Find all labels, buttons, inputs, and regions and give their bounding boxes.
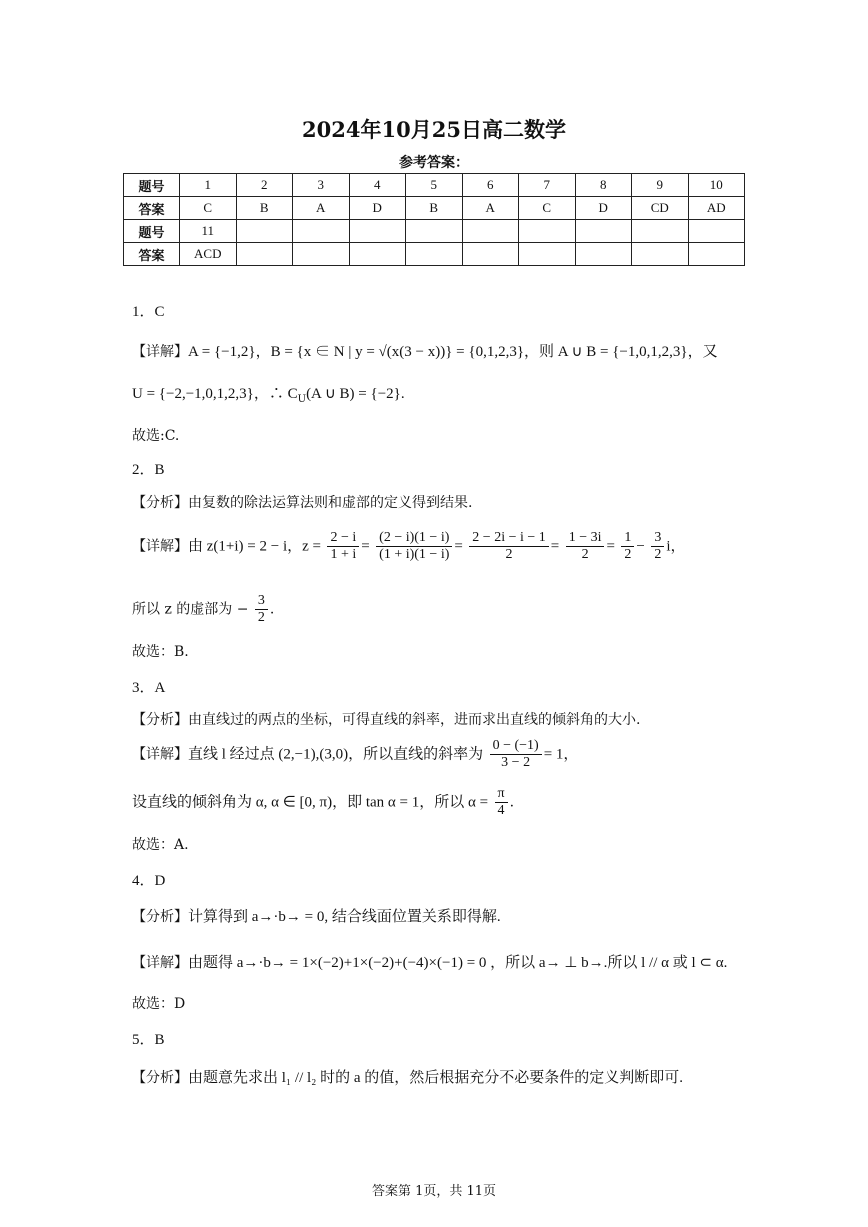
table-cell [349,243,406,266]
q1-choose: 故选:C. [132,428,180,444]
table-cell [236,243,293,266]
table-header-cell: 题号 [124,220,180,243]
table-cell [462,243,519,266]
page-footer: 答案第 1页，共 11页 [371,1184,497,1199]
table-cell: D [575,197,632,220]
answer-table [123,173,745,266]
table-cell [632,243,689,266]
page-title: 2024年10月25日高二数学 [302,117,566,142]
table-row [124,197,745,220]
q4-analysis: 【分析】计算得到 a→·b→ = 0, 结合线面位置关系即得解. [132,909,501,925]
table-cell: 8 [575,174,632,197]
table-header-cell: 题号 [124,174,180,197]
table-cell: 11 [180,220,237,243]
table-cell: AD [688,197,745,220]
table-cell [575,243,632,266]
table-cell: 6 [462,174,519,197]
q3-heading: 3．A [132,680,166,696]
q4-heading: 4．D [132,873,166,889]
q2-imaginary-part: 所以 z 的虚部为 − $\frac{3}{2}$ . [132,593,275,625]
table-row [124,220,745,243]
table-cell: D [349,197,406,220]
q5-analysis: 【分析】由题意先求出 l₁ // l₂ 时的 a 的值，然后根据充分不必要条件的定义判断即可. [132,1070,684,1086]
table-cell: 3 [293,174,350,197]
table-cell [519,220,576,243]
q2-choose: 故选：B. [132,644,189,660]
table-cell: 2 [236,174,293,197]
table-cell [575,220,632,243]
table-cell: ACD [180,243,237,266]
detail-label: 【详解】 [132,344,188,360]
table-cell: 9 [632,174,689,197]
table-cell: C [519,197,576,220]
answer-key-heading: 参考答案： [399,155,469,171]
table-cell [293,243,350,266]
table-cell [293,220,350,243]
q1-heading: 1．C [132,304,165,320]
table-header-cell: 答案 [124,243,180,266]
q1-detail-text: A = {−1,2}，B = {x ∈ N | y = √(x(3 − x))} = {0,1,2,3}，则 A ∪ B = {−1,0,1,2,3}，又 [188,344,718,360]
table-header-cell: 答案 [124,197,180,220]
q2-detail: 【详解】由 z(1+i) = 2 − i，z = $\frac{2 - i}{1 + i}$ = $\frac{(2 - i)(1 - i)}{(1 + i)(1 - i)}$ = $\frac{2 - 2i - i - 1}{2}$ = $\frac{1 - 3i}{2}$ = $\frac{1}{2}$ − $\frac{3}{2}$ i， [132,530,686,562]
table-cell [519,243,576,266]
q4-choose: 故选：D [132,996,186,1012]
table-row [124,243,745,266]
table-cell [406,220,463,243]
q3-choose: 故选：A. [132,837,189,853]
table-cell [688,220,745,243]
q2-heading: 2．B [132,462,165,478]
table-cell [406,243,463,266]
q1-detail-line2: U = {−2,−1,0,1,2,3}，∴ $C_U(A$ ∪ B) = {−2}. [132,386,405,405]
table-cell [349,220,406,243]
table-cell: B [406,197,463,220]
table-cell: 10 [688,174,745,197]
q1-detail-line1 [132,340,718,361]
table-cell: 4 [349,174,406,197]
table-cell: 1 [180,174,237,197]
q2-analysis: 【分析】由复数的除法运算法则和虚部的定义得到结果. [132,495,473,511]
q4-detail: 【详解】由题得 a→·b→ = 1×(−2)+1×(−2)+(−4)×(−1) = 0 ，所以 a→ ⊥ b→.所以 l // α 或 l ⊂ α. [132,955,728,971]
table-cell [688,243,745,266]
q3-detail: 【详解】直线 l 经过点 (2,−1),(3,0)，所以直线的斜率为 $\frac{0 - (-1)}{3 - 2}$ = 1， [132,738,579,770]
table-cell [236,220,293,243]
table-cell: C [180,197,237,220]
q5-heading: 5．B [132,1032,165,1048]
table-cell: 5 [406,174,463,197]
table-cell [462,220,519,243]
table-cell: CD [632,197,689,220]
table-cell: A [293,197,350,220]
table-cell: 7 [519,174,576,197]
q3-analysis: 【分析】由直线过的两点的坐标，可得直线的斜率，进而求出直线的倾斜角的大小. [132,712,641,728]
q3-angle: 设直线的倾斜角为 α, α ∈ [0, π)，即 tan α = 1，所以 α = $\frac{\pi}{4}$ . [132,786,515,818]
table-cell: A [462,197,519,220]
table-cell: B [236,197,293,220]
table-row [124,174,745,197]
table-cell [632,220,689,243]
